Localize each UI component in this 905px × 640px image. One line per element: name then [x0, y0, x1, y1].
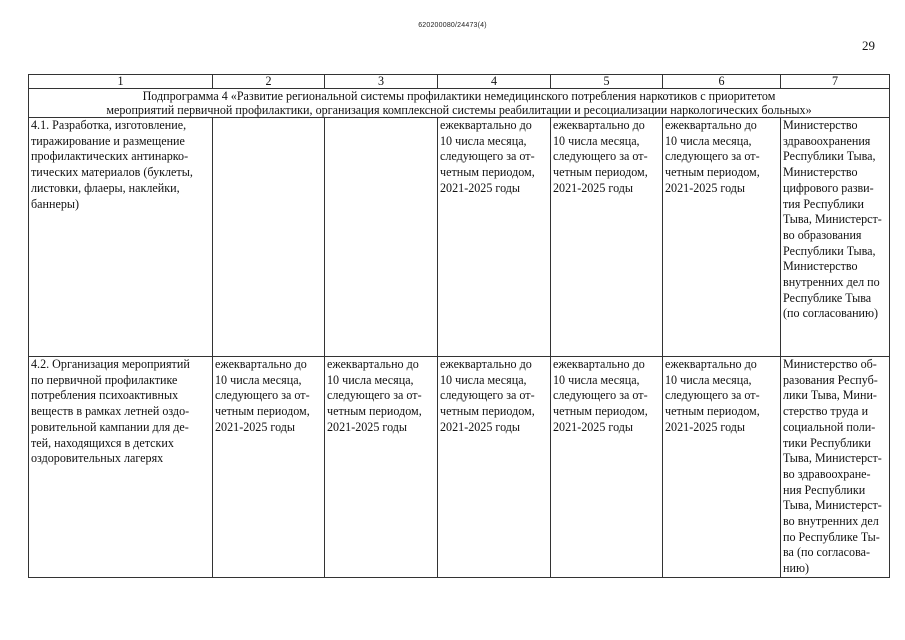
page-number: 29	[862, 38, 875, 53]
column-number: 1	[29, 75, 213, 89]
column-number: 5	[551, 75, 663, 89]
table-cell: ежеквартально до 10 числа месяца, следующего за от- четным периодом, 2021-2025 годы	[663, 357, 781, 578]
table-cell: ежеквартально до 10 числа месяца, следующего за от- четным периодом, 2021-2025 годы	[325, 357, 438, 578]
table-cell: ежеквартально до 10 числа месяца, следующего за от- четным периодом, 2021-2025 годы	[438, 118, 551, 357]
table-cell	[325, 118, 438, 357]
table-cell: ежеквартально до 10 числа месяца, следующего за от- четным периодом, 2021-2025 годы	[438, 357, 551, 578]
measure-description: 4.1. Разработка, изготовление, тиражирование и размещение профилактических антинарко- тических материалов (буклеты, листовки, флаеры, наклейки, баннеры)	[29, 118, 213, 357]
table-cell: ежеквартально до 10 числа месяца, следующего за от- четным периодом, 2021-2025 годы	[663, 118, 781, 357]
responsible-executors: Министерство здравоохранения Республики Тыва, Министерство цифрового разви- тия Республики Тыва, Министерст- во образования Республики Тыва, Министерство внутренних дел по Республике Тыва (по согласованию)	[781, 118, 890, 357]
table-row	[29, 357, 890, 578]
document-id: 620200080/24473(4)	[418, 22, 487, 29]
table-cell: ежеквартально до 10 числа месяца, следующего за от- четным периодом, 2021-2025 годы	[551, 357, 663, 578]
table-cell: ежеквартально до 10 числа месяца, следующего за от- четным периодом, 2021-2025 годы	[551, 118, 663, 357]
table-row	[29, 118, 890, 357]
column-number: 6	[663, 75, 781, 89]
measures-table	[28, 74, 890, 578]
column-number: 2	[213, 75, 325, 89]
column-number: 4	[438, 75, 551, 89]
column-number: 7	[781, 75, 890, 89]
column-number: 3	[325, 75, 438, 89]
responsible-executors: Министерство об- разования Респуб- лики Тыва, Мини- стерство труда и социальной поли- тики Республики Тыва, Министерст- во здравоохране- ния Республики Тыва, Министерст- во внутренних дел по Республике Ты- ва (по согласова- нию)	[781, 357, 890, 578]
table-cell	[213, 118, 325, 357]
column-number-row	[29, 75, 890, 89]
subprogram-title: Подпрограмма 4 «Развитие региональной системы профилактики немедицинского потребления наркотиков с приоритетом мероприятий первичной профилактики, организация комплексной системы реабилитации и ресоциализации наркологических больных»	[29, 89, 890, 118]
subprogram-row	[29, 89, 890, 118]
measure-description: 4.2. Организация мероприятий по первичной профилактике потребления психоактивных веществ в рамках летней оздо- ровительной кампании для де- тей, находящихся в детских оздоровительных лагерях	[29, 357, 213, 578]
table-cell: ежеквартально до 10 числа месяца, следующего за от- четным периодом, 2021-2025 годы	[213, 357, 325, 578]
